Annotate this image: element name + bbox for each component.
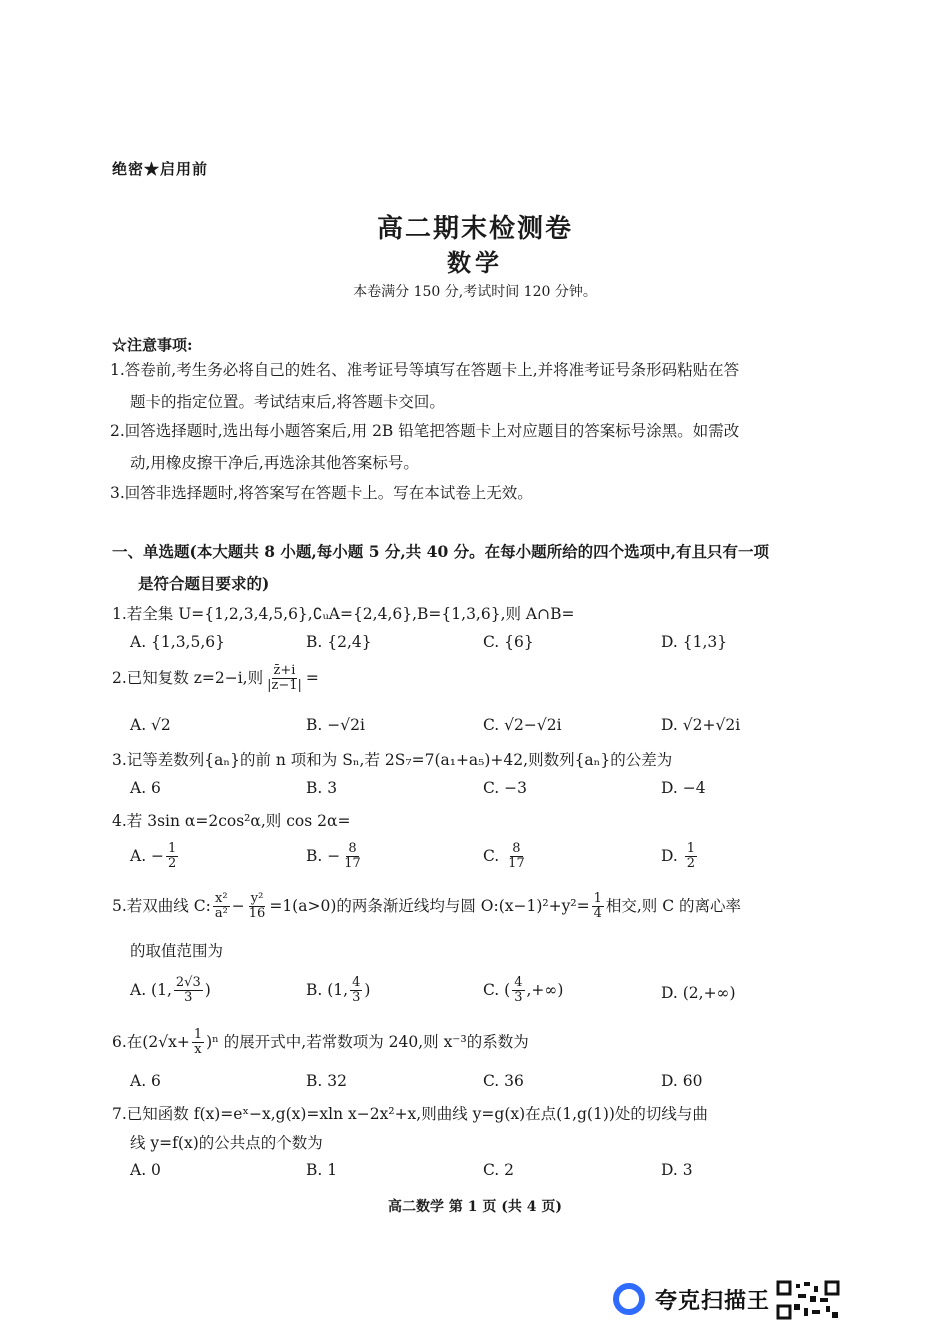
stem-fraction <box>192 1028 204 1058</box>
question-1-option-b: B. {2,4} <box>306 633 372 651</box>
fraction-numerator: 2√3 <box>175 975 201 990</box>
section-heading: 一、单选题(本大题共 8 小题,每小题 5 分,共 40 分。在每小题所给的四个选项中,有且只有一项 <box>112 542 770 561</box>
question-4-option-d <box>661 842 699 872</box>
question-6-option-b: B. 32 <box>306 1072 347 1090</box>
confidential-label: 绝密★启用前 <box>112 160 209 178</box>
note-line: 1.答卷前,考生务必将自己的姓名、准考证号等填写在答题卡上,并将准考证号条形码粘贴在答 <box>110 361 740 379</box>
option-fraction <box>342 842 363 872</box>
note-line: 2.回答选择题时,选出每小题答案后,用 2B 铅笔把答题卡上对应题目的答案标号涂黑。如需改 <box>110 422 740 440</box>
fraction-denominator: |z−1| <box>267 678 302 694</box>
question-4-option-c <box>483 842 529 872</box>
question-7-stem: 7.已知函数 f(x)=eˣ−x,g(x)=xln x−2x²+x,则曲线 y=g(x)在点(1,g(1))处的切线与曲 <box>112 1105 708 1123</box>
note-line: 题卡的指定位置。考试结束后,将答题卡交回。 <box>130 393 445 411</box>
stem-text: 相交,则 C 的离心率 <box>605 896 741 915</box>
fraction-denominator: 2 <box>168 856 177 872</box>
stem-text: =1(a>0)的两条渐近线均与圆 O:(x−1)²+y²= <box>269 896 590 915</box>
fraction-denominator: 17 <box>344 856 361 872</box>
stem-fraction <box>592 892 604 922</box>
option-label-end: ) <box>204 980 211 999</box>
question-2-fraction <box>265 664 304 694</box>
stem-fraction <box>247 892 268 922</box>
question-6-stem <box>112 1028 529 1058</box>
qr-code-icon <box>776 1280 840 1320</box>
note-line: 3.回答非选择题时,将答案写在答题卡上。写在本试卷上无效。 <box>110 484 533 502</box>
question-3-option-d: D. −4 <box>661 779 706 797</box>
fraction-numerator: 1 <box>168 841 177 856</box>
fraction-numerator: 8 <box>348 841 357 856</box>
fraction-denominator: 2 <box>686 856 696 872</box>
question-6-option-d: D. 60 <box>661 1072 703 1090</box>
question-6-option-c: C. 36 <box>483 1072 524 1090</box>
fraction-denominator: 3 <box>184 990 193 1006</box>
question-5-stem-cont: 的取值范围为 <box>130 942 224 960</box>
fraction-denominator: 16 <box>248 906 266 922</box>
option-fraction <box>512 976 524 1006</box>
question-2-stem-end: = <box>305 668 319 687</box>
fraction-numerator: z̄+i <box>273 663 296 678</box>
question-1-option-d: D. {1,3} <box>661 633 728 651</box>
question-1-option-c: C. {6} <box>483 633 534 651</box>
option-fraction <box>685 842 697 872</box>
question-2-stem <box>112 664 319 694</box>
question-2-option-c: C. √2−√2i <box>483 716 562 734</box>
question-7-option-b: B. 1 <box>306 1161 338 1179</box>
question-1-stem: 1.若全集 U={1,2,3,4,5,6},∁ᵤA={2,4,6},B={1,3,6},则 A∩B= <box>112 605 575 623</box>
question-7-stem-cont: 线 y=f(x)的公共点的个数为 <box>130 1134 323 1152</box>
stem-text: 5.若双曲线 C: <box>112 896 211 915</box>
note-line: 动,用橡皮擦干净后,再选涂其他答案标号。 <box>130 454 419 472</box>
exam-title: 高二期末检测卷 <box>376 214 573 244</box>
section-heading-cont: 是符合题目要求的) <box>138 574 270 593</box>
fraction-denominator: 3 <box>352 990 361 1006</box>
stem-text: 6.在(2√x+ <box>112 1032 190 1051</box>
question-3-option-b: B. 3 <box>306 779 338 797</box>
fraction-numerator: 1 <box>593 891 602 906</box>
question-5-option-b <box>306 976 370 1006</box>
question-7-option-a: A. 0 <box>130 1161 161 1179</box>
option-fraction <box>166 842 178 872</box>
option-label: B. − <box>306 846 341 865</box>
question-2-option-d: D. √2+√2i <box>661 716 741 734</box>
option-fraction <box>506 842 527 872</box>
fraction-denominator: 17 <box>508 856 525 872</box>
option-label-end: ,+∞) <box>526 980 564 999</box>
question-4-option-a <box>130 842 180 872</box>
option-label: D. <box>661 846 683 865</box>
question-7-option-c: C. 2 <box>483 1161 515 1179</box>
question-4-stem: 4.若 3sin α=2cos²α,则 cos 2α= <box>112 812 351 830</box>
option-label-end: ) <box>364 980 371 999</box>
page-footer: 高二数学 第 1 页 (共 4 页) <box>388 1199 562 1215</box>
notes-title: ☆注意事项: <box>112 336 193 354</box>
exam-subject: 数学 <box>447 248 503 277</box>
question-3-stem: 3.记等差数列{aₙ}的前 n 项和为 Sₙ,若 2S₇=7(a₁+a₅)+42,则数列{aₙ}的公差为 <box>112 751 673 769</box>
fraction-numerator: y² <box>250 891 264 906</box>
fraction-denominator: 3 <box>514 990 523 1006</box>
exam-meta: 本卷满分 150 分,考试时间 120 分钟。 <box>353 284 597 300</box>
scanner-brand-text: 夸克扫描王 <box>655 1289 771 1314</box>
scanner-logo-icon <box>612 1282 646 1316</box>
question-3-option-a: A. 6 <box>130 779 161 797</box>
option-fraction <box>350 976 362 1006</box>
question-6-option-a: A. 6 <box>130 1072 161 1090</box>
question-5-option-c <box>483 976 563 1006</box>
question-2-option-a: A. √2 <box>130 716 171 734</box>
option-label: A. − <box>130 846 165 865</box>
option-fraction <box>174 976 203 1006</box>
fraction-numerator: 1 <box>193 1027 203 1042</box>
fraction-denominator: x <box>194 1042 202 1058</box>
option-label: B. (1, <box>306 980 349 999</box>
fraction-numerator: 8 <box>512 841 521 856</box>
question-5-stem <box>112 892 741 922</box>
fraction-numerator: 4 <box>352 975 361 990</box>
stem-fraction <box>213 892 230 922</box>
option-label: C. <box>483 846 505 865</box>
option-label: A. (1, <box>130 980 172 999</box>
fraction-denominator: a² <box>214 906 228 922</box>
fraction-numerator: x² <box>215 891 228 906</box>
fraction-denominator: 4 <box>593 906 602 922</box>
fraction-numerator: 4 <box>514 975 523 990</box>
question-7-option-d: D. 3 <box>661 1161 693 1179</box>
question-4-option-b <box>306 842 365 872</box>
question-5-option-d: D. (2,+∞) <box>661 984 736 1002</box>
fraction-numerator: 1 <box>686 841 696 856</box>
question-1-option-a: A. {1,3,5,6} <box>130 633 225 651</box>
option-label: C. ( <box>483 980 511 999</box>
question-3-option-c: C. −3 <box>483 779 528 797</box>
stem-text: − <box>231 896 245 915</box>
question-5-option-a <box>130 976 211 1006</box>
question-2-option-b: B. −√2i <box>306 716 365 734</box>
stem-text: )ⁿ 的展开式中,若常数项为 240,则 x⁻³的系数为 <box>206 1032 529 1051</box>
question-2-stem-text: 2.已知复数 z=2−i,则 <box>112 668 264 687</box>
